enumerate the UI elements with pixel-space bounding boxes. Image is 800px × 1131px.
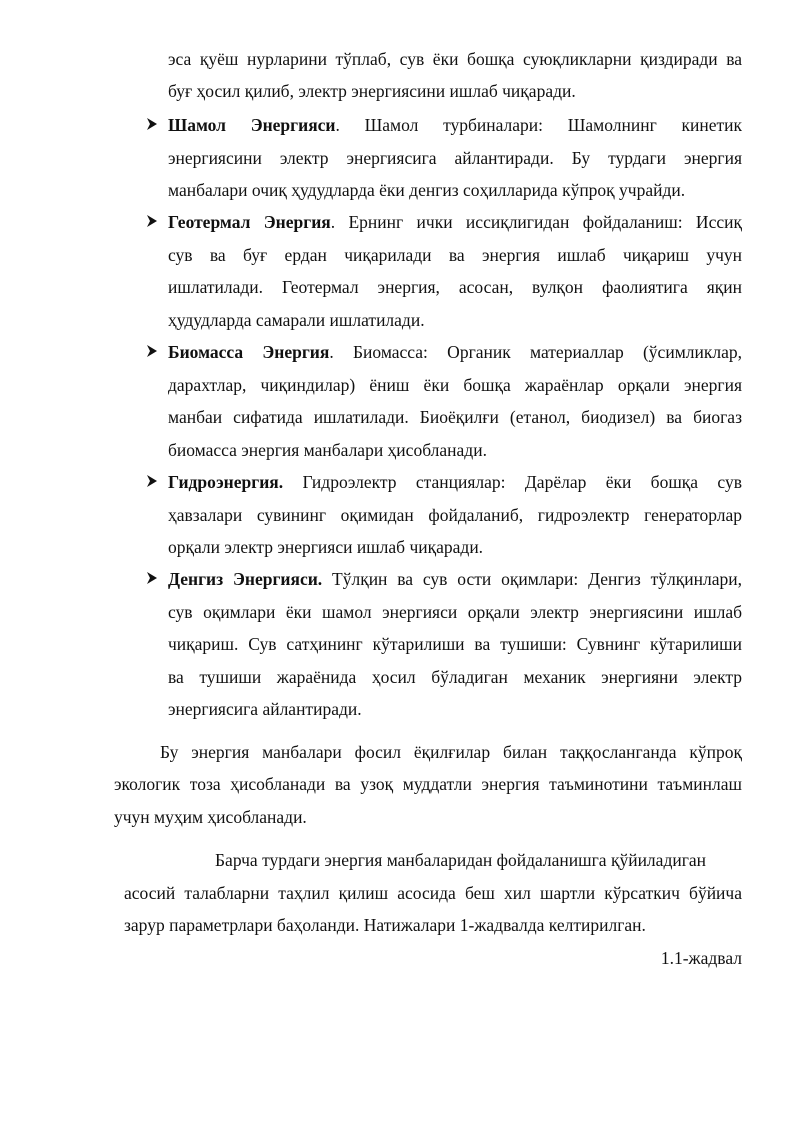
bullet-4-line-2: ҳавзалари сувининг оқимидан фойдаланиб, гидроэлектр генераторлар <box>168 505 742 525</box>
bullet-1-term: Шамол Энергияси <box>168 115 336 135</box>
paragraph-2-line-1: Барча турдаги энергия манбаларидан фойдаланишга қўйиладиган <box>215 850 707 870</box>
paragraph-1-line-3: учун муҳим ҳисобланади. <box>114 807 307 827</box>
bullet-1-first-rest: . Шамол турбиналари: Шамолнинг кинетик <box>335 115 742 135</box>
bullet-3-first-line <box>168 341 742 363</box>
paragraph-2-line-2: асосий талабларни таҳлил қилиш асосида беш хил шартли кўрсаткич бўйича <box>124 883 742 903</box>
arrow-bullet-icon <box>145 214 159 228</box>
bullet-5-term: Денгиз Энергияси. <box>168 569 323 589</box>
paragraph-2-line-3: зарур параметрлари баҳоланди. Натижалари 1-жадвалда келтирилган. <box>124 915 646 935</box>
paragraph-1-line-2: экологик тоза ҳисобланади ва узоқ муддатли энергия таъминотини таъминлаш <box>114 774 742 794</box>
bullet-4-first-line <box>168 471 742 493</box>
bullet-2-line-3: ишлатилади. Геотермал энергия, асосан, вулқон фаолиятига яқин <box>168 277 742 297</box>
intro-line-2: буғ ҳосил қилиб, электр энергиясини ишлаб чиқаради. <box>168 81 576 101</box>
bullet-2-term: Геотермал Энергия <box>168 212 331 232</box>
bullet-3-line-2: дарахтлар, чиқиндилар) ёниш ёки бошқа жараёнлар орқали энергия <box>168 375 742 395</box>
bullet-2-line-2: сув ва буғ ердан чиқарилади ва энергия ишлаб чиқариш учун <box>168 245 742 265</box>
bullet-5-first-rest: Тўлқин ва сув ости оқимлари: Денгиз тўлқинлари, <box>322 569 743 589</box>
arrow-bullet-icon <box>145 117 159 131</box>
arrow-bullet-icon <box>145 571 159 585</box>
bullet-1-line-2: энергиясини электр энергиясига айлантиради. Бу турдаги энергия <box>168 148 742 168</box>
bullet-3-line-4: биомасса энергия манбалари ҳисобланади. <box>168 440 487 460</box>
bullet-2-first-line <box>168 211 742 233</box>
table-caption: 1.1-жадвал <box>660 948 742 968</box>
bullet-4-term: Гидроэнергия. <box>168 472 284 492</box>
arrow-bullet-icon <box>145 344 159 358</box>
bullet-5-first-line <box>168 568 742 590</box>
bullet-5-line-2: сув оқимлари ёки шамол энергияси орқали электр энергиясини ишлаб <box>168 602 742 622</box>
paragraph-1-line-1: Бу энергия манбалари фосил ёқилғилар билан таққосланганда кўпроқ <box>160 742 742 762</box>
bullet-5-line-3: чиқариш. Сув сатҳининг кўтарилиши ва тушиши: Сувнинг кўтарилиши <box>168 634 742 654</box>
bullet-2-line-4: ҳудудларда самарали ишлатилади. <box>168 310 425 330</box>
bullet-5-line-5: энергиясига айлантиради. <box>168 699 362 719</box>
bullet-3-term: Биомасса Энергия <box>168 342 330 362</box>
bullet-4-line-3: орқали электр энергияси ишлаб чиқаради. <box>168 537 484 557</box>
intro-line-1: эса қуёш нурларини тўплаб, сув ёки бошқа суюқликларни қиздиради ва <box>168 49 742 69</box>
bullet-3-line-3: манбаи сифатида ишлатилади. Биоёқилғи (етанол, биодизел) ва биогаз <box>168 407 742 427</box>
bullet-3-first-rest: . Биомасса: Органик материаллар (ўсимликлар, <box>329 342 742 362</box>
bullet-1-line-3: манбалари очиқ ҳудудларда ёки денгиз соҳилларида кўпроқ учрайди. <box>168 180 686 200</box>
bullet-1-first-line <box>168 114 742 136</box>
bullet-4-first-rest: Гидроэлектр станциялар: Дарёлар ёки бошқа сув <box>283 472 742 492</box>
arrow-bullet-icon <box>145 474 159 488</box>
bullet-2-first-rest: . Ернинг ички иссиқлигидан фойдаланиш: Иссиқ <box>330 212 742 232</box>
bullet-5-line-4: ва тушиши жараёнида ҳосил бўладиган механик энергияни электр <box>168 667 742 687</box>
